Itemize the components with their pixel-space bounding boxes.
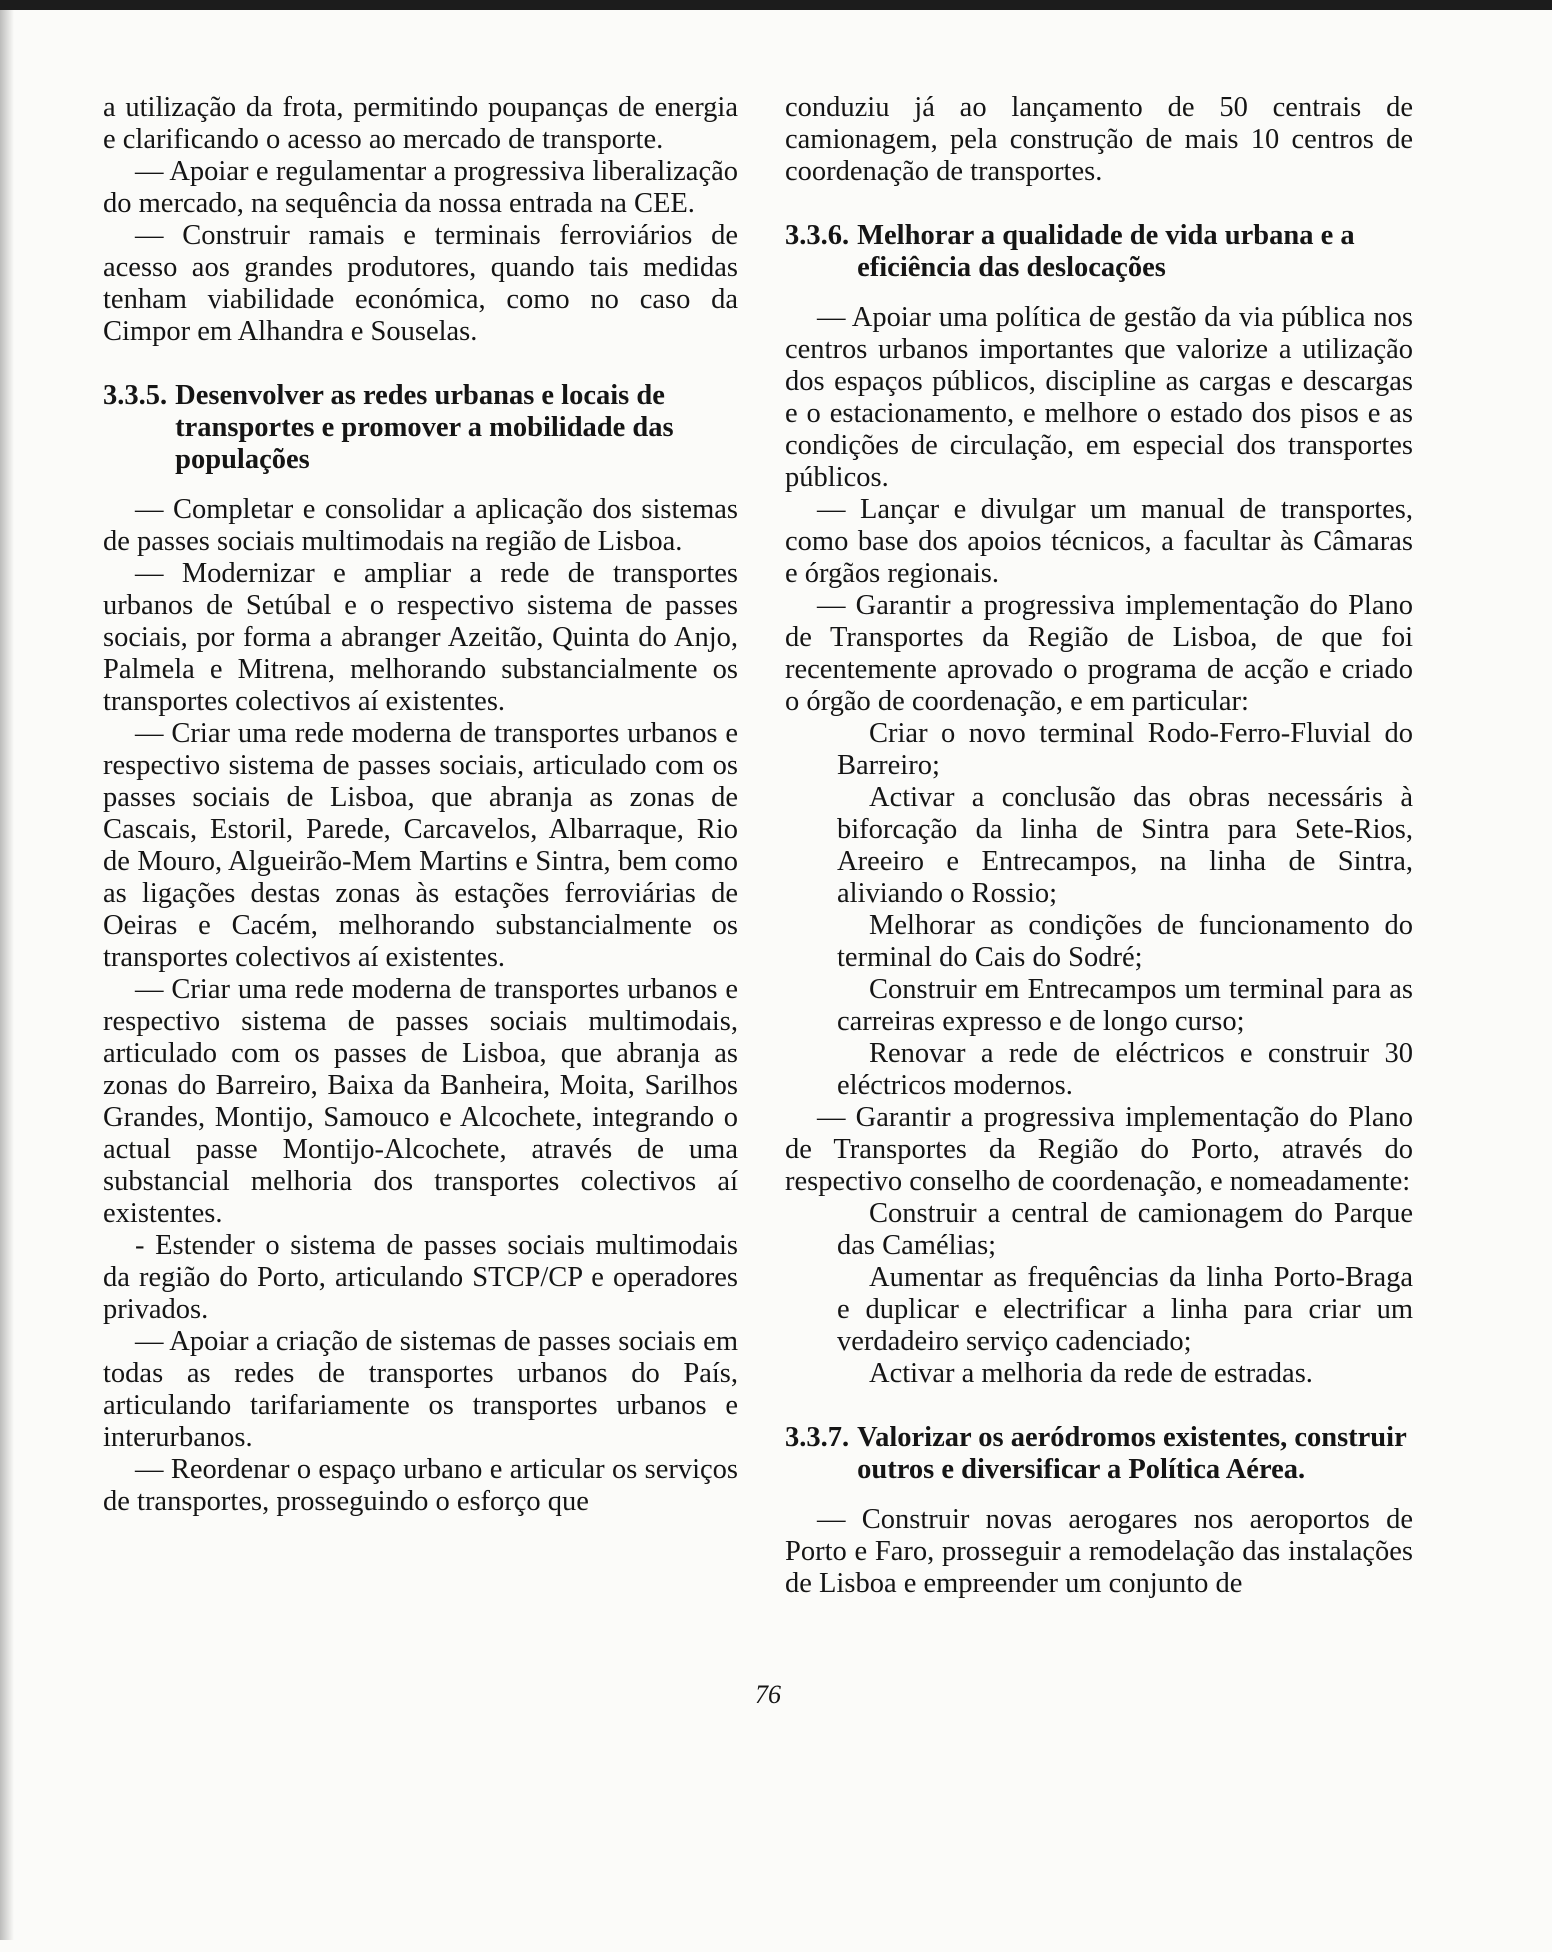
- paragraph: — Reordenar o espaço urbano e articular os serviços de transportes, prosseguindo o esforço que: [103, 1454, 738, 1517]
- paragraph: a utilização da frota, permitindo poupanças de energia e clarificando o acesso ao mercado de transporte.: [103, 92, 738, 155]
- right-column: [785, 92, 1413, 1600]
- paragraph: conduziu já ao lançamento de 50 centrais de camionagem, pela construção de mais 10 centros de coordenação de transportes.: [785, 92, 1413, 187]
- section-heading-3-3-6: [785, 220, 1413, 284]
- sub-item: Melhorar as condições de funcionamento do terminal do Cais do Sodré;: [837, 910, 1413, 973]
- scan-top-border: [0, 0, 1552, 10]
- sub-item: Renovar a rede de eléctricos e construir 30 eléctricos modernos.: [837, 1038, 1413, 1101]
- sub-item: Activar a melhoria da rede de estradas.: [869, 1358, 1313, 1389]
- section-heading-3-3-7: [785, 1422, 1413, 1486]
- sub-item: Construir a central de camionagem do Parque das Camélias;: [837, 1198, 1413, 1261]
- sub-item: Aumentar as frequências da linha Porto-Braga e duplicar e electrificar a linha para criar um verdadeiro serviço cadenciado;: [837, 1262, 1413, 1357]
- paragraph: — Criar uma rede moderna de transportes urbanos e respectivo sistema de passes sociais multimodais, articulado com os passes de Lisboa, que abranja as zonas do Barreiro, Baixa da Banheira, Moita, Sarilhos Grandes, Montijo, Samouco e Alcochete, integrando o actual passe Montijo-Alcochete, através de uma substancial melhoria dos transportes colectivos aí existentes.: [103, 974, 738, 1229]
- sub-item: Construir em Entrecampos um terminal para as carreiras expresso e de longo curso;: [837, 974, 1413, 1037]
- paragraph: — Garantir a progressiva implementação do Plano de Transportes da Região de Lisboa, de que foi recentemente aprovado o programa de acção e criado o órgão de coordenação, e em particular:: [785, 590, 1413, 717]
- paragraph: — Completar e consolidar a aplicação dos sistemas de passes sociais multimodais na região de Lisboa.: [103, 494, 738, 557]
- section-number: 3.3.5.: [103, 380, 168, 411]
- paragraph: — Apoiar e regulamentar a progressiva liberalização do mercado, na sequência da nossa entrada na CEE.: [103, 156, 738, 219]
- scan-left-shadow: [0, 10, 14, 1940]
- paragraph: — Construir novas aerogares nos aeroportos de Porto e Faro, prosseguir a remodelação das instalações de Lisboa e empreender um conjunto de: [785, 1504, 1413, 1599]
- paragraph: — Apoiar uma política de gestão da via pública nos centros urbanos importantes que valorize a utilização dos espaços públicos, discipline as cargas e descargas e o estacionamento, e melhore o estado dos pisos e as condições de circulação, em especial dos transportes públicos.: [785, 302, 1413, 493]
- section-number: 3.3.7.: [785, 1422, 850, 1453]
- sub-item: Activar a conclusão das obras necessáris à biforcação da linha de Sintra para Sete-Rios, Areeiro e Entrecampos, na linha de Sintra, aliviando o Rossio;: [837, 782, 1413, 909]
- paragraph: — Apoiar a criação de sistemas de passes sociais em todas as redes de transportes urbanos do País, articulando tarifariamente os transportes urbanos e interurbanos.: [103, 1326, 738, 1453]
- paragraph: — Criar uma rede moderna de transportes urbanos e respectivo sistema de passes sociais, articulado com os passes sociais de Lisboa, que abranja as zonas de Cascais, Estoril, Parede, Carcavelos, Albarraque, Rio de Mouro, Algueirão-Mem Martins e Sintra, bem como as ligações destas zonas às estações ferroviárias de Oeiras e Cacém, melhorando substancialmente os transportes colectivos aí existentes.: [103, 718, 738, 973]
- sub-item: Criar o novo terminal Rodo-Ferro-Fluvial do Barreiro;: [837, 718, 1413, 781]
- section-title: Valorizar os aeródromos existentes, construir outros e diversificar a Política Aérea.: [857, 1422, 1407, 1485]
- paragraph: — Lançar e divulgar um manual de transportes, como base dos apoios técnicos, a facultar às Câmaras e órgãos regionais.: [785, 494, 1413, 589]
- section-title: Melhorar a qualidade de vida urbana e a eficiência das deslocações: [857, 220, 1355, 283]
- left-column: [103, 92, 738, 1518]
- paragraph: — Construir ramais e terminais ferroviários de acesso aos grandes produtores, quando tais medidas tenham viabilidade económica, como no caso da Cimpor em Alhandra e Souselas.: [103, 220, 738, 347]
- section-title: Desenvolver as redes urbanas e locais de transportes e promover a mobilidade das populações: [175, 380, 674, 475]
- paragraph: — Modernizar e ampliar a rede de transportes urbanos de Setúbal e o respectivo sistema de passes sociais, por forma a abranger Azeitão, Quinta do Anjo, Palmela e Mitrena, melhorando substancialmente os transportes colectivos aí existentes.: [103, 558, 738, 717]
- paragraph: — Garantir a progressiva implementação do Plano de Transportes da Região do Porto, através do respectivo conselho de coordenação, e nomeadamente:: [785, 1102, 1413, 1197]
- section-number: 3.3.6.: [785, 220, 850, 251]
- section-heading-3-3-5: [103, 380, 738, 476]
- page-number: 76: [755, 1680, 781, 1709]
- paragraph: - Estender o sistema de passes sociais multimodais da região do Porto, articulando STCP/CP e operadores privados.: [103, 1230, 738, 1325]
